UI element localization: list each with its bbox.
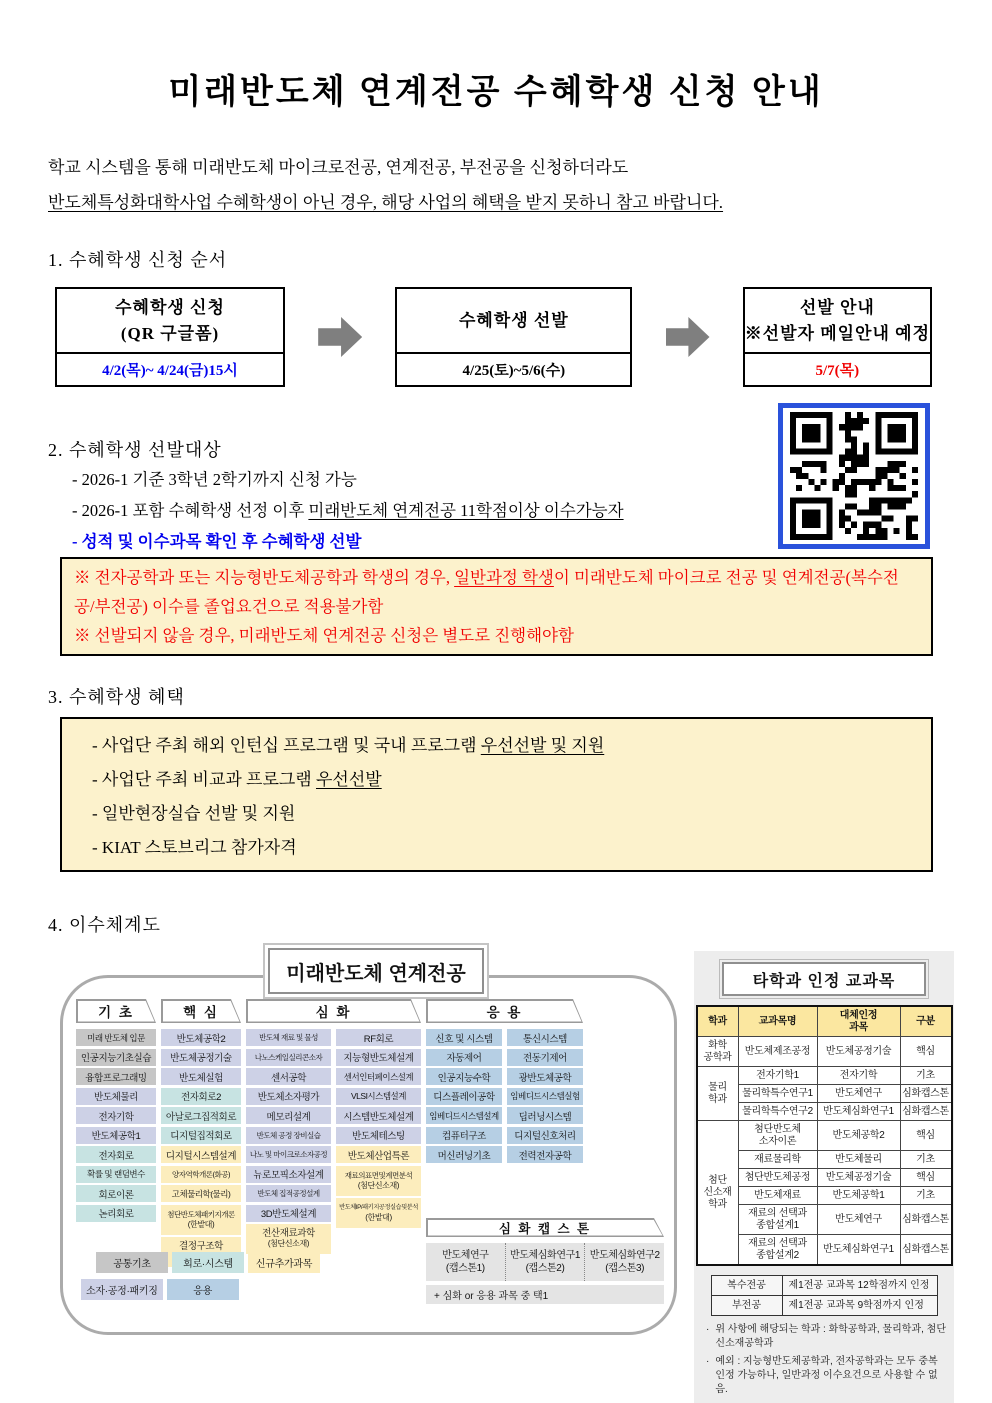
dept-cell: 화학 공학과 xyxy=(697,1037,739,1067)
course-group-columns xyxy=(246,1029,421,1254)
intro-line-1: 학교 시스템을 통해 미래반도체 마이크로전공, 연계전공, 부전공을 신청하더라도 xyxy=(48,158,629,177)
flow-step xyxy=(55,287,285,387)
notice-line xyxy=(74,621,919,650)
course-cell: 신호 및 시스템 xyxy=(426,1029,502,1046)
table-header-row xyxy=(697,1006,952,1037)
course-cell: 메모리설계 xyxy=(246,1107,331,1124)
course-cell: 전자회로2 xyxy=(161,1088,241,1105)
selection-target-item xyxy=(72,495,624,526)
column-header-flag xyxy=(161,999,241,1023)
flow-step xyxy=(395,287,632,387)
column-header-label: 심 화 xyxy=(315,1005,352,1020)
table-cell: 물리학특수연구1 xyxy=(738,1085,817,1103)
flow-step-title xyxy=(745,289,930,354)
table-cell: 재료물리학 xyxy=(738,1151,817,1169)
course-cell: 디스플레이공학 xyxy=(426,1088,502,1105)
course-cell: 통신시스템 xyxy=(507,1029,583,1046)
capstone-block xyxy=(426,1218,664,1304)
table-header-cell: 구분 xyxy=(900,1006,952,1037)
course-cell: 디지털집적회로 xyxy=(161,1127,241,1144)
curriculum-diagram xyxy=(60,962,677,1335)
course-cell: 임베디드시스템실험 xyxy=(507,1088,583,1105)
table-header-cell: 대체인정 과목 xyxy=(817,1006,900,1037)
side-panel-title: 타학과 인정 교과목 xyxy=(722,962,926,996)
table-cell: 반도체공학1 xyxy=(817,1187,900,1205)
text-segment: 우선선발 및 지원 xyxy=(480,736,605,755)
table-cell: 핵심 xyxy=(900,1169,952,1187)
course-cell: 나노스케일실리콘소자 xyxy=(246,1049,331,1066)
column-header-flag xyxy=(76,999,156,1023)
table-cell: 반도체심화연구1 xyxy=(817,1235,900,1266)
table-cell: 반도체심화연구1 xyxy=(817,1103,900,1121)
flow-step-line2: ※선발자 메일안내 예정 xyxy=(744,323,930,343)
course-cell: 센서인터페이스설계 xyxy=(336,1068,421,1085)
legend-chip: 신규추가과목 xyxy=(248,1252,320,1273)
course-column xyxy=(161,1029,241,1267)
course-cell xyxy=(161,1205,241,1235)
table-cell: 재료의 선택과 종합설계2 xyxy=(738,1235,817,1266)
course-cell: 지능형반도체설계 xyxy=(336,1049,421,1066)
table-cell: 반도체재료 xyxy=(738,1187,817,1205)
course-cell: 논리회로 xyxy=(76,1205,156,1222)
benefits-box xyxy=(60,717,933,872)
section2-heading: 2. 수혜학생 선발대상 xyxy=(48,440,222,460)
course-group xyxy=(161,999,241,1267)
course-name: 첨단반도체패키지개론 xyxy=(167,1209,235,1219)
capstone-course: 반도체연구 xyxy=(442,1250,489,1261)
capstone-header-label: 심 화 캡 스 톤 xyxy=(498,1221,592,1236)
course-name: 결정구조학 xyxy=(179,1241,223,1252)
page-title: 미래반도체 연계전공 수혜학생 신청 안내 xyxy=(168,74,824,111)
course-cell: 반도체공정기술 xyxy=(161,1049,241,1066)
course-cell: 전자기학 xyxy=(76,1107,156,1124)
capstone-cell xyxy=(584,1243,664,1281)
course-cell: 양자역학개론(화공) xyxy=(161,1166,241,1183)
capstone-cell xyxy=(426,1243,505,1281)
table-cell: 첨단반도체공정 xyxy=(738,1169,817,1187)
course-subname: (첨단신소재) xyxy=(357,1180,400,1190)
course-cell: 확률 및 랜덤변수 xyxy=(76,1166,156,1183)
course-column xyxy=(76,1029,156,1222)
legend-chip: 응용 xyxy=(167,1279,239,1300)
course-name: 재료의표면및계면분석 xyxy=(344,1170,413,1180)
course-cell xyxy=(336,1166,421,1196)
course-cell xyxy=(246,1224,331,1254)
course-group-columns xyxy=(426,1029,583,1163)
capstone-course: 반도체심화연구1 xyxy=(510,1250,580,1261)
table-cell: 기초 xyxy=(900,1151,952,1169)
table-cell: 물리학특수연구2 xyxy=(738,1103,817,1121)
course-cell: 머신러닝기초 xyxy=(426,1146,502,1163)
credit-cell: 제1전공 교과목 12학점까지 인정 xyxy=(782,1276,937,1296)
table-cell: 핵심 xyxy=(900,1037,952,1067)
course-cell: 고체물리학(물리) xyxy=(161,1185,241,1202)
section3-heading: 3. 수혜학생 혜택 xyxy=(48,687,185,707)
text-segment: - 2026-1 포함 수혜학생 선정 이후 xyxy=(72,501,309,520)
notice-line xyxy=(74,563,919,621)
course-cell: 전자회로 xyxy=(76,1146,156,1163)
section4-heading: 4. 이수체계도 xyxy=(48,915,161,935)
table-cell: 반도체제조공정 xyxy=(738,1037,817,1067)
table-row xyxy=(697,1037,952,1067)
table-cell: 반도체연구 xyxy=(817,1085,900,1103)
side-note-text: 예외 : 지능형반도체공학과, 전자공학과는 모두 중복인정 가능하나, 일반과정 이수요건으로 사용할 수 없음. xyxy=(715,1356,938,1395)
column-header-label: 응 용 xyxy=(486,1005,523,1020)
column-header-label: 핵 심 xyxy=(183,1005,219,1020)
table-cell: 반도체공학2 xyxy=(817,1121,900,1151)
course-cell: 3D반도체설계 xyxy=(246,1205,331,1222)
course-cell: 반도체 집적공정설계 xyxy=(246,1185,331,1202)
course-group-columns xyxy=(161,1029,241,1267)
course-column xyxy=(426,1029,502,1163)
right-arrow-icon xyxy=(666,317,710,357)
flow-step xyxy=(743,287,932,387)
flow-row xyxy=(55,287,932,387)
course-cell: 자동제어 xyxy=(426,1049,502,1066)
credit-recognition-table xyxy=(711,1275,938,1316)
side-note-item xyxy=(706,1323,946,1351)
table-cell: 첨단반도체 소자이론 xyxy=(738,1121,817,1151)
benefit-item xyxy=(92,831,901,865)
text-segment: - 사업단 주최 해외 인턴십 프로그램 및 국내 프로그램 xyxy=(92,736,481,755)
table-cell: 재료의 선택과 종합설계1 xyxy=(738,1205,817,1235)
course-cell: 디지털시스템설계 xyxy=(161,1146,241,1163)
text-segment: - 사업단 주최 비교과 프로그램 xyxy=(92,770,316,789)
course-column xyxy=(336,1029,421,1254)
selection-target-item xyxy=(72,464,624,495)
course-cell: 인공지능수학 xyxy=(426,1068,502,1085)
course-cell: 반도체공학2 xyxy=(161,1029,241,1046)
credit-cell: 복수전공 xyxy=(711,1276,782,1296)
text-segment: ※ 전자공학과 또는 지능형반도체공학과 학생의 경우, xyxy=(74,568,455,587)
table-cell: 기초 xyxy=(900,1187,952,1205)
flow-step-title xyxy=(397,289,630,354)
course-cell: 반도체물리 xyxy=(76,1088,156,1105)
capstone-cell xyxy=(505,1243,585,1281)
flow-step-line1: 수혜학생 신청 xyxy=(115,297,225,317)
capstone-cells xyxy=(426,1243,664,1281)
course-cell: 반도체산업특론 xyxy=(336,1146,421,1163)
course-cell: 뉴로모픽소자설계 xyxy=(246,1166,331,1183)
text-segment: 이 미래반도체 마이크로 전공 및 연계전공(복수전공/부전공) 이수를 졸업요건으로 적용불가함 xyxy=(74,568,899,616)
course-cell: 미래 반도체 입문 xyxy=(76,1029,156,1046)
table-cell: 반도체공정기술 xyxy=(817,1037,900,1067)
benefit-item xyxy=(92,797,901,831)
text-segment: 미래반도체 연계전공 11학점이상 이수가능자 xyxy=(308,501,624,520)
course-cell: 시스템반도체설계 xyxy=(336,1107,421,1124)
course-cell: 전동기제어 xyxy=(507,1049,583,1066)
recognized-courses-table xyxy=(696,1005,953,1266)
table-row xyxy=(697,1121,952,1151)
table-cell: 심화캡스톤 xyxy=(900,1103,952,1121)
selection-target-item xyxy=(72,526,624,557)
credit-table-body xyxy=(711,1276,937,1316)
table-cell: 전자기학1 xyxy=(738,1067,817,1085)
flow-arrow-gap xyxy=(285,317,395,357)
legend-chip: 공통기초 xyxy=(96,1252,168,1273)
flow-step-date: 4/25(토)~5/6(수) xyxy=(462,363,566,379)
intro-paragraph xyxy=(48,150,952,220)
flow-step-line1: 수혜학생 선발 xyxy=(458,310,569,330)
dept-cell: 첨단 신소재 학과 xyxy=(697,1121,739,1266)
legend-row xyxy=(81,1279,320,1300)
side-notes xyxy=(706,1323,946,1397)
table-header-cell: 학과 xyxy=(697,1006,739,1037)
flow-step-line1: 선발 안내 xyxy=(799,297,875,317)
course-cell: 광반도체공학 xyxy=(507,1068,583,1085)
course-cell: 나노 및 마이크로소자공정 xyxy=(246,1146,331,1163)
text-segment: - 일반현장실습 선발 및 지원 xyxy=(92,804,296,823)
legend-row xyxy=(96,1252,320,1273)
table-cell: 반도체연구 xyxy=(817,1205,900,1235)
credit-cell: 제1전공 교과목 9학점까지 인정 xyxy=(782,1296,937,1316)
table-cell: 전자기학 xyxy=(817,1067,900,1085)
legend-chip: 회로·시스템 xyxy=(172,1252,244,1273)
text-segment: 일반과정 학생 xyxy=(454,568,554,587)
course-cell: 디지털신호처리 xyxy=(507,1127,583,1144)
course-cell: 반도체 재료 및 물성 xyxy=(246,1029,331,1046)
credit-row xyxy=(711,1276,937,1296)
column-header-flag xyxy=(246,999,421,1023)
benefit-item xyxy=(92,729,901,763)
column-header-flag xyxy=(426,999,583,1023)
bullet-icon: · xyxy=(706,1324,710,1335)
text-segment: - 성적 및 이수과목 확인 후 수혜학생 선발 xyxy=(72,532,362,551)
course-cell: 반도체실험 xyxy=(161,1068,241,1085)
course-cell: 반도체테스팅 xyxy=(336,1127,421,1144)
flow-arrow-gap xyxy=(632,317,742,357)
section1-heading: 1. 수혜학생 신청 순서 xyxy=(48,250,228,270)
text-segment: 우선선발 xyxy=(315,770,382,789)
table-cell: 심화캡스톤 xyxy=(900,1085,952,1103)
legend-chip: 소자·공정·패키징 xyxy=(81,1279,163,1300)
flow-step-title xyxy=(57,289,283,354)
capstone-label: (캡스톤3) xyxy=(605,1263,645,1274)
table-row xyxy=(697,1067,952,1085)
bullet-icon: · xyxy=(706,1356,710,1367)
table-cell: 심화캡스톤 xyxy=(900,1235,952,1266)
flow-step-date: 5/7(목) xyxy=(815,363,860,379)
capstone-label: (캡스톤1) xyxy=(445,1263,485,1274)
capstone-course: 반도체심화연구2 xyxy=(589,1250,660,1261)
flow-step-date: 4/2(목)~ 4/24(금)15시 xyxy=(102,363,238,379)
credit-cell: 부전공 xyxy=(711,1296,782,1316)
course-cell: VLSI시스템설계 xyxy=(336,1088,421,1105)
flow-step-line2: (QR 구글폼) xyxy=(120,323,220,343)
table-header-cell: 교과목명 xyxy=(738,1006,817,1037)
diagram-title: 미래반도체 연계전공 xyxy=(268,948,484,994)
diagram-legend xyxy=(81,1252,320,1306)
table-cell: 반도체물리 xyxy=(817,1151,900,1169)
right-arrow-icon xyxy=(318,317,362,357)
course-cell: 센서공학 xyxy=(246,1068,331,1085)
qr-code xyxy=(778,403,930,549)
qr-code-icon xyxy=(790,412,918,540)
selection-target-list xyxy=(72,464,624,557)
table-cell: 반도체공정기술 xyxy=(817,1169,900,1187)
table-cell: 심화캡스톤 xyxy=(900,1205,952,1235)
intro-line-2: 반도체특성화대학사업 수혜학생이 아닌 경우, 해당 사업의 혜택을 받지 못하니 참고 바랍니다. xyxy=(48,193,724,212)
text-segment: - KIAT 스토브리그 참가자격 xyxy=(92,838,297,857)
capstone-label: (캡스톤2) xyxy=(525,1263,565,1274)
course-cell: 컴퓨터구조 xyxy=(426,1127,502,1144)
credit-row xyxy=(711,1296,937,1316)
other-dept-panel xyxy=(694,951,954,1403)
side-note-text: 위 사항에 해당되는 학과 : 화학공학과, 물리학과, 첨단신소재공학과 xyxy=(715,1324,946,1349)
course-group-columns xyxy=(76,1029,156,1222)
course-cell: 반도체공학1 xyxy=(76,1127,156,1144)
course-cell: 반도체소자평가 xyxy=(246,1088,331,1105)
course-cell: 반도체 공정 장비실습 xyxy=(246,1127,331,1144)
course-cell: 딥러닝시스템 xyxy=(507,1107,583,1124)
table-cell: 기초 xyxy=(900,1067,952,1085)
benefit-item xyxy=(92,763,901,797)
course-cell: 인공지능기초실습 xyxy=(76,1049,156,1066)
course-column xyxy=(507,1029,583,1163)
course-name: 반도체IP/패키지공정실습및분석 xyxy=(339,1204,418,1211)
course-cell: 아날로그집적회로 xyxy=(161,1107,241,1124)
course-cell: RF회로 xyxy=(336,1029,421,1046)
course-cell: 융합프로그래밍 xyxy=(76,1068,156,1085)
course-group xyxy=(246,999,421,1267)
table-body xyxy=(697,1037,952,1266)
course-cell: 회로이론 xyxy=(76,1185,156,1202)
side-note-item xyxy=(706,1355,946,1397)
course-cell xyxy=(336,1198,421,1228)
course-name: 전산재료과학 xyxy=(262,1228,315,1239)
capstone-note: + 심화 or 응용 과목 중 택1 xyxy=(426,1285,664,1304)
course-cell: 임베디드시스템설계 xyxy=(426,1107,502,1124)
text-segment: - 2026-1 기준 3학년 2학기까지 신청 가능 xyxy=(72,470,357,489)
capstone-header-flag xyxy=(426,1218,664,1237)
selection-notice-box xyxy=(60,557,933,656)
course-cell: 전력전자공학 xyxy=(507,1146,583,1163)
column-header-label: 기 초 xyxy=(98,1005,134,1020)
course-subname: (한밭대) xyxy=(365,1213,392,1222)
course-subname: (한밭대) xyxy=(187,1219,215,1229)
text-segment: ※ 선발되지 않을 경우, 미래반도체 연계전공 신청은 별도로 진행해야함 xyxy=(74,626,574,645)
table-cell: 핵심 xyxy=(900,1121,952,1151)
course-subname: (첨단신소재) xyxy=(267,1239,310,1248)
course-column xyxy=(246,1029,331,1254)
dept-cell: 물리 학과 xyxy=(697,1067,739,1121)
course-group xyxy=(76,999,156,1267)
